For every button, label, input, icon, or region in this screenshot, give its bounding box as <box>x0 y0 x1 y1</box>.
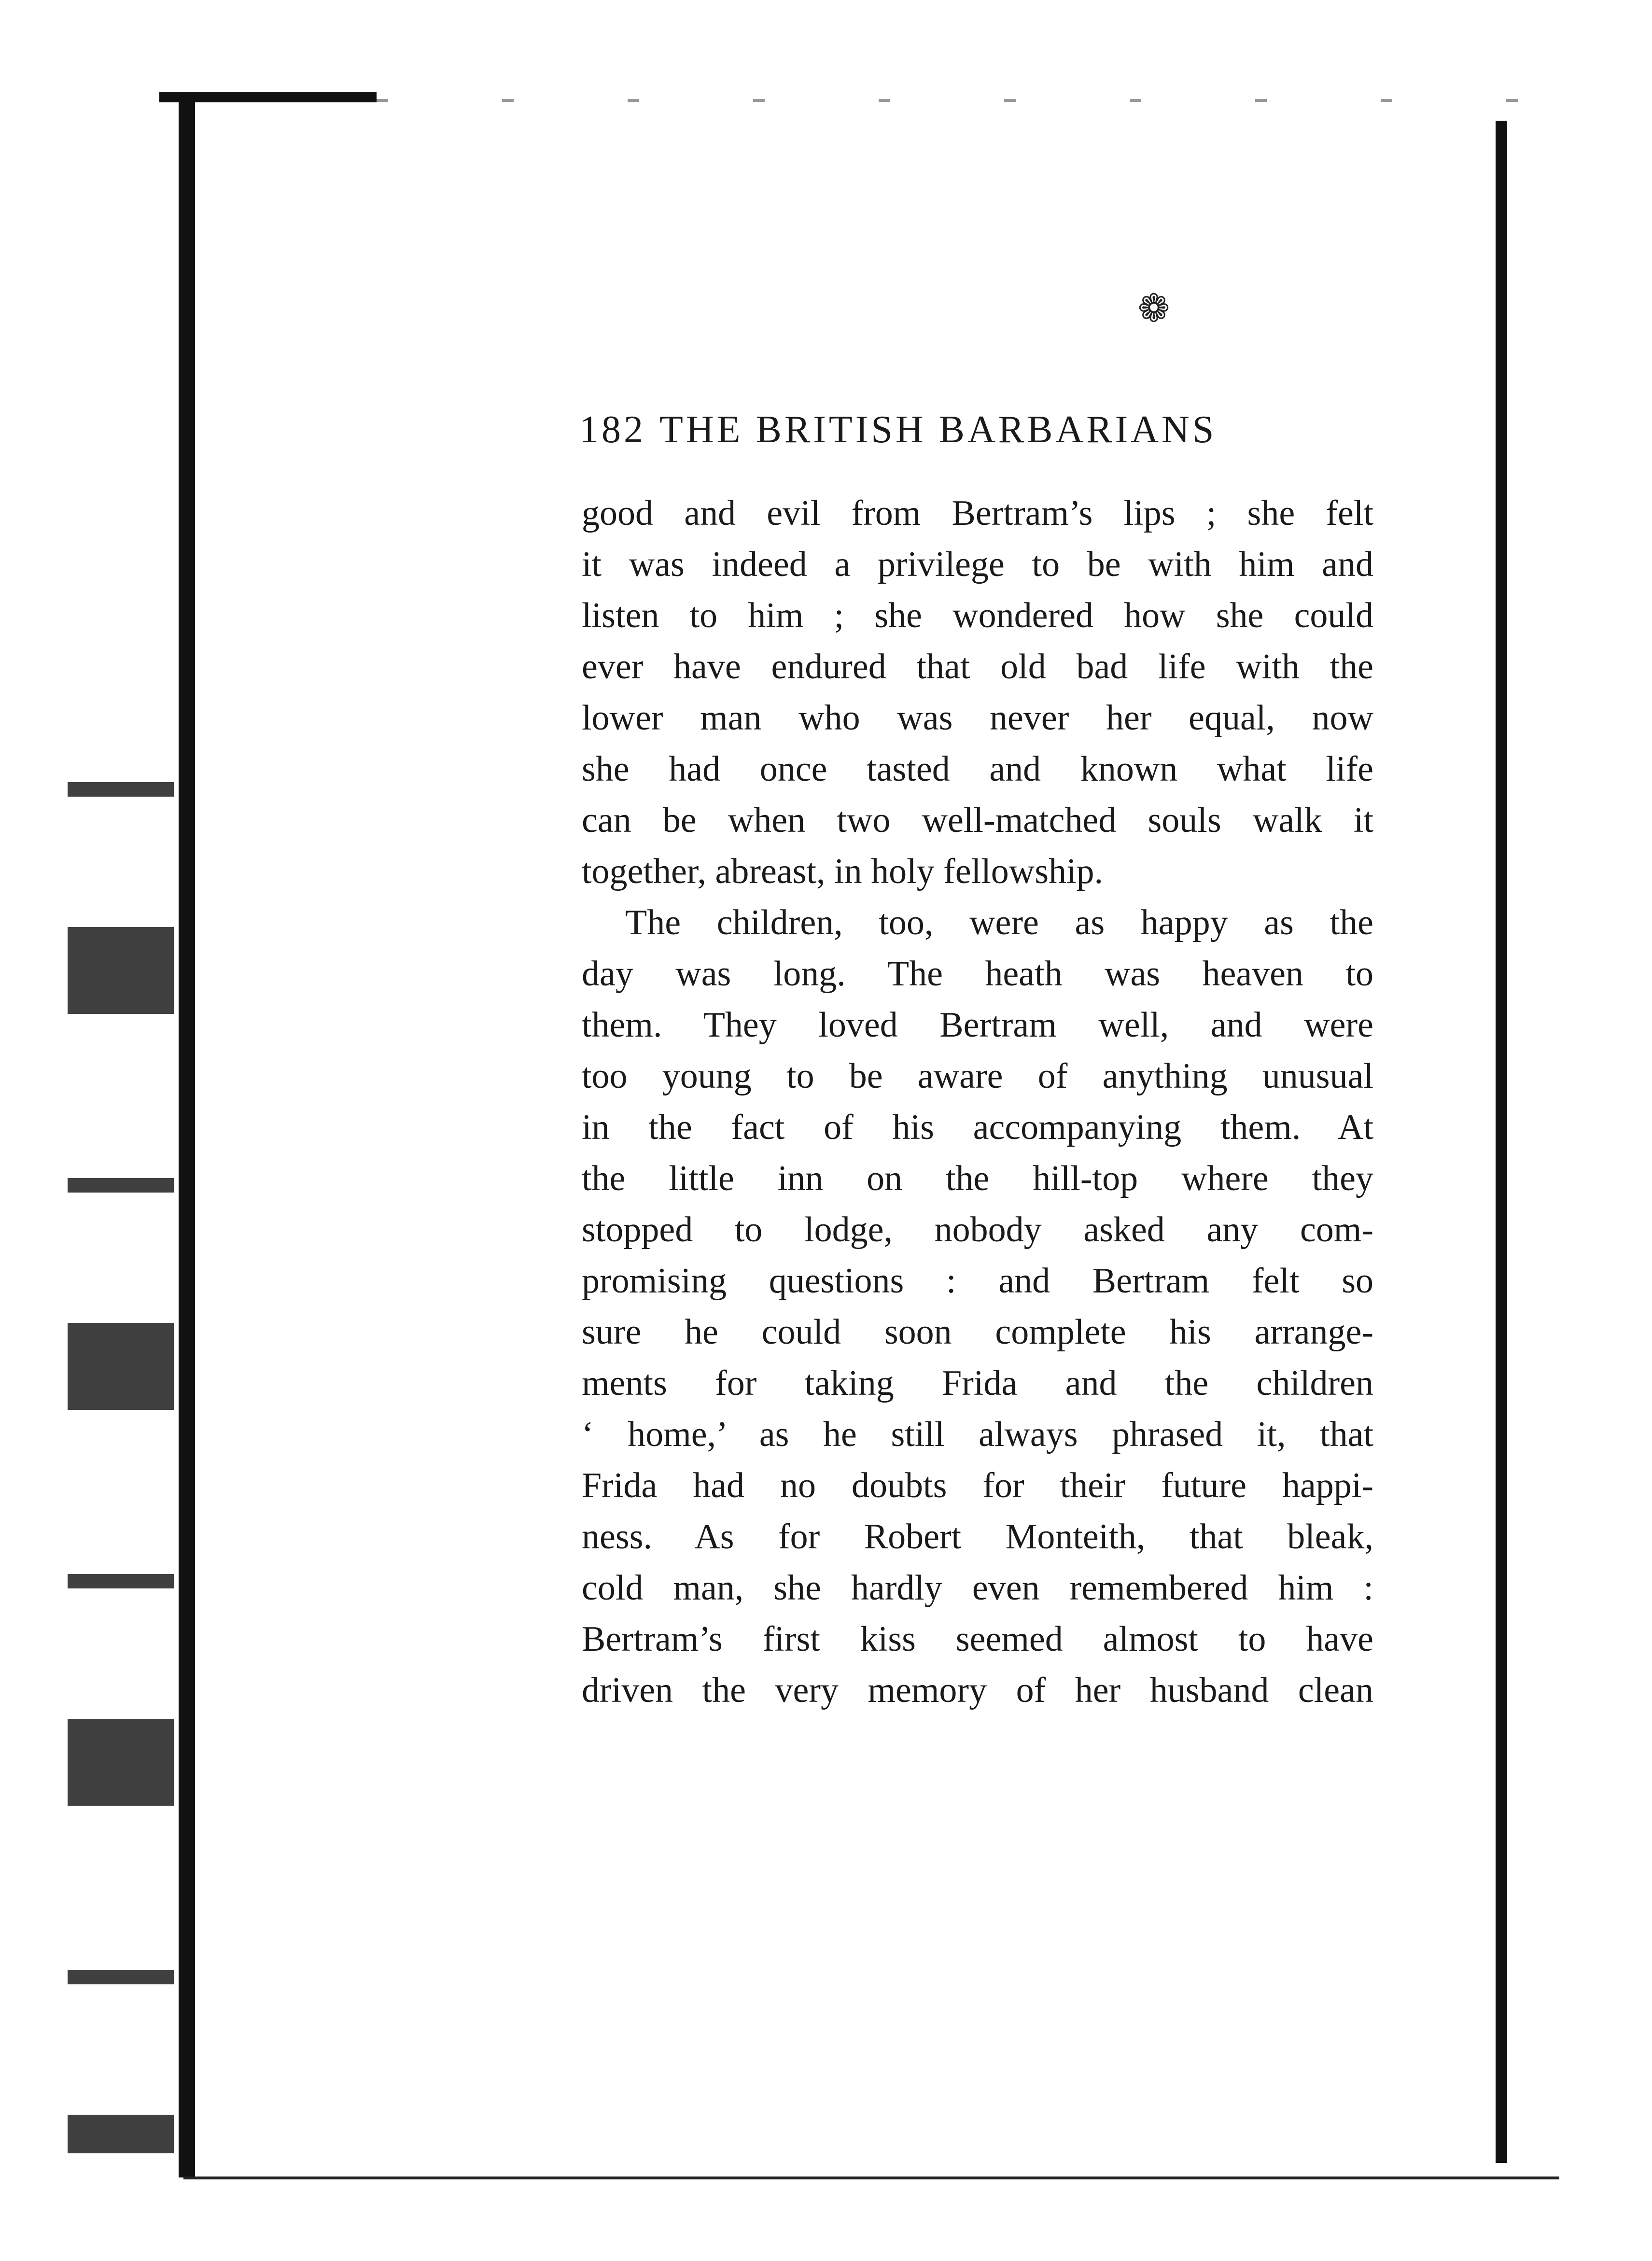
text-line: it was indeed a privilege to be with him and <box>582 545 1373 584</box>
text-line: Bertram’s first kiss seemed almost to have <box>582 1619 1373 1659</box>
paragraph-1 <box>582 488 1373 897</box>
paragraph-2 <box>582 897 1373 1716</box>
printer-ornament-icon: ❁ <box>1137 288 1170 330</box>
scan-right-edge <box>1496 121 1507 2163</box>
scan-gutter-shadow <box>68 724 174 2153</box>
text-line: too young to be aware of anything unusual <box>582 1056 1373 1096</box>
text-line: the little inn on the hill-top where they <box>582 1159 1373 1198</box>
running-title: THE BRITISH BARBARIANS <box>659 408 1217 451</box>
scan-left-edge <box>179 92 195 2177</box>
text-line: driven the very memory of her husband clean <box>582 1671 1373 1710</box>
text-line: day was long. The heath was heaven to <box>582 954 1373 994</box>
scan-bottom-edge <box>183 2177 1559 2179</box>
body-text <box>582 488 1373 1716</box>
text-line: can be when two well-matched souls walk it <box>582 800 1373 840</box>
page-number: 182 <box>579 408 646 451</box>
text-line: The children, too, were as happy as the <box>625 903 1373 942</box>
text-line: Frida had no doubts for their future happi- <box>582 1466 1373 1505</box>
text-line: she had once tasted and known what life <box>582 749 1373 789</box>
text-line: sure he could soon complete his arrange- <box>582 1312 1373 1352</box>
text-line: ever have endured that old bad life with the <box>582 647 1373 687</box>
text-line: good and evil from Bertram’s lips ; she felt <box>582 493 1373 533</box>
running-header <box>579 406 1371 454</box>
text-line: ness. As for Robert Monteith, that bleak, <box>582 1517 1373 1557</box>
text-line: together, abreast, in holy fellowship. <box>582 852 1104 891</box>
text-line: in the fact of his accompanying them. At <box>582 1108 1373 1147</box>
text-line: them. They loved Bertram well, and were <box>582 1005 1373 1045</box>
text-line: promising questions : and Bertram felt so <box>582 1261 1373 1301</box>
text-line: cold man, she hardly even remembered him : <box>582 1568 1373 1608</box>
text-line: ments for taking Frida and the children <box>582 1363 1373 1403</box>
text-line: lower man who was never her equal, now <box>582 698 1373 738</box>
text-line: listen to him ; she wondered how she could <box>582 596 1373 635</box>
scan-top-specks <box>377 99 1535 102</box>
text-line: stopped to lodge, nobody asked any com- <box>582 1210 1373 1250</box>
text-line: ‘ home,’ as he still always phrased it, that <box>582 1415 1373 1454</box>
